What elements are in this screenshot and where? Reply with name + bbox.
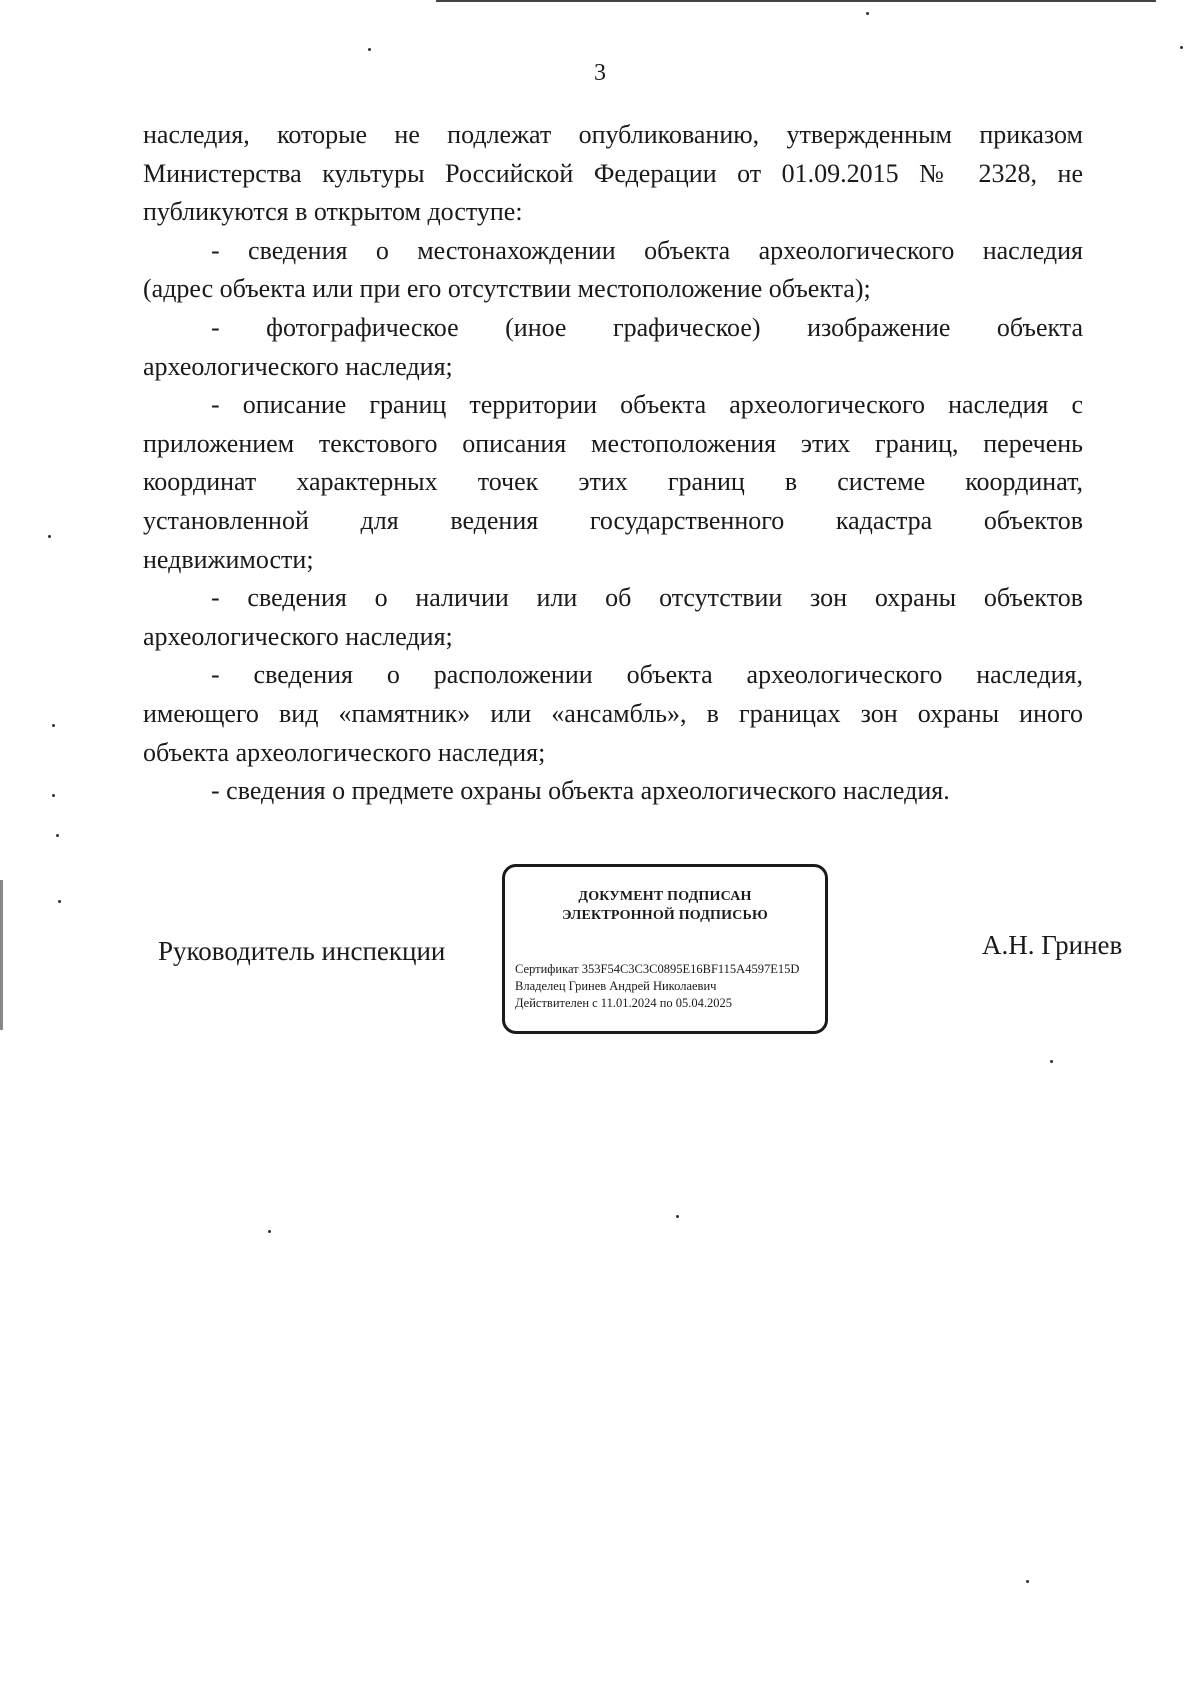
stamp-owner: Владелец Гринев Андрей Николаевич bbox=[515, 979, 717, 993]
body-line: - сведения о местонахождении объекта археологического наследия bbox=[211, 235, 1083, 265]
document-body bbox=[143, 116, 1083, 811]
body-line: наследия, которые не подлежат опубликованию, утвержденным приказом bbox=[143, 120, 1083, 149]
body-line: объекта археологического наследия; bbox=[143, 737, 546, 767]
body-line: - сведения о наличии или об отсутствии зон охраны объектов bbox=[211, 583, 1083, 613]
scan-speck bbox=[58, 900, 61, 903]
scan-speck bbox=[866, 12, 869, 15]
body-line: Министерства культуры Российской Федерации от 01.09.2015 № 2328, не bbox=[143, 158, 1083, 188]
scan-speck bbox=[1180, 46, 1183, 49]
body-line: недвижимости; bbox=[143, 544, 314, 574]
stamp-heading-line-2: ЭЛЕКТРОННОЙ ПОДПИСЬЮ bbox=[562, 908, 768, 923]
stamp-certificate: Сертификат 353F54C3C3C0895E16BF115A4597E15D bbox=[515, 962, 800, 976]
body-line: приложением текстового описания местоположения этих границ, перечень bbox=[143, 428, 1083, 458]
stamp-heading bbox=[505, 887, 825, 925]
body-line: установленной для ведения государственного кадастра объектов bbox=[143, 505, 1083, 535]
scan-speck bbox=[268, 1230, 271, 1233]
scan-speck bbox=[1026, 1580, 1029, 1583]
top-scan-border bbox=[436, 0, 1156, 2]
body-line: имеющего вид «памятник» или «ансамбль», в границах зон охраны иного bbox=[143, 698, 1083, 728]
stamp-heading-line-1: ДОКУМЕНТ ПОДПИСАН bbox=[578, 889, 752, 904]
stamp-details bbox=[515, 961, 799, 1012]
body-line: координат характерных точек этих границ в системе координат, bbox=[143, 467, 1083, 497]
body-line: (адрес объекта или при его отсутствии местоположение объекта); bbox=[143, 274, 871, 304]
scan-speck bbox=[52, 724, 55, 727]
scan-speck bbox=[52, 794, 55, 797]
page-number: 3 bbox=[594, 60, 606, 86]
electronic-signature-stamp bbox=[502, 864, 828, 1034]
body-line: - описание границ территории объекта археологического наследия с bbox=[211, 390, 1083, 420]
body-line: - сведения о расположении объекта археологического наследия, bbox=[211, 660, 1083, 690]
body-line: публикуются в открытом доступе: bbox=[143, 197, 523, 227]
scan-speck bbox=[676, 1215, 679, 1218]
body-line: - сведения о предмете охраны объекта археологического наследия. bbox=[211, 776, 950, 806]
scan-edge-mark bbox=[0, 880, 3, 1030]
signer-name: А.Н. Гринев bbox=[982, 930, 1123, 960]
stamp-validity: Действителен с 11.01.2024 по 05.04.2025 bbox=[515, 996, 733, 1010]
body-line: археологического наследия; bbox=[143, 621, 453, 651]
body-line: археологического наследия; bbox=[143, 351, 453, 381]
scan-speck bbox=[1050, 1060, 1053, 1063]
scan-speck bbox=[368, 48, 371, 51]
body-line: - фотографическое (иное графическое) изображение объекта bbox=[211, 312, 1083, 342]
signer-title: Руководитель инспекции bbox=[158, 936, 446, 966]
scan-speck bbox=[56, 834, 59, 837]
scan-speck bbox=[48, 535, 51, 538]
